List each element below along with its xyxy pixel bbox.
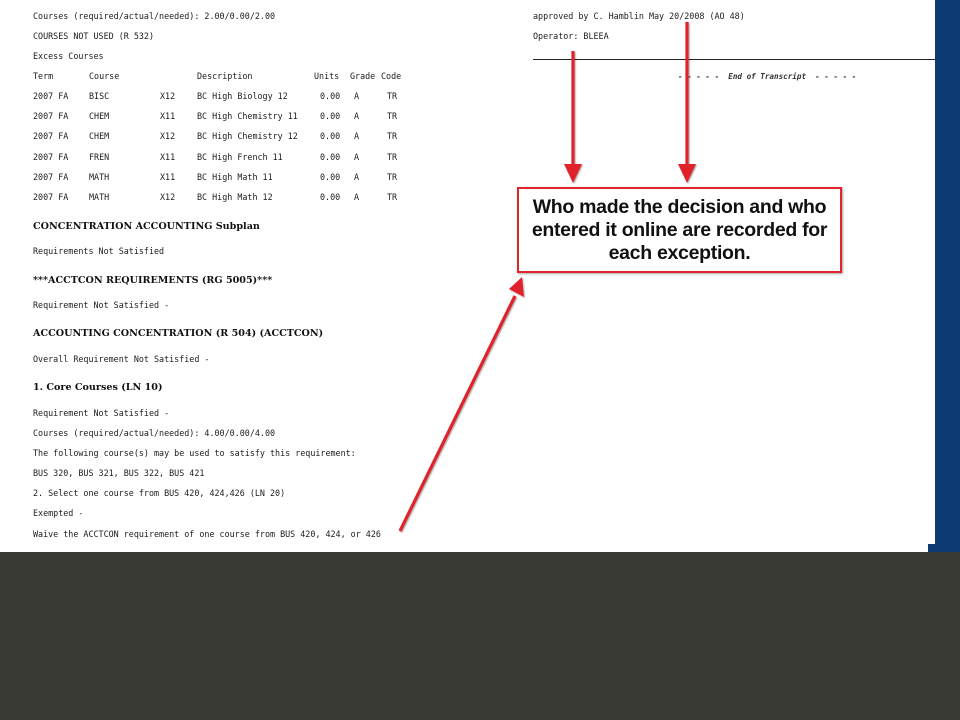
table-cell-units: 0.00 bbox=[320, 91, 341, 101]
courses-not-used-heading: COURSES NOT USED (R 532) bbox=[33, 31, 155, 41]
header-grade: Grade bbox=[350, 71, 376, 81]
table-cell-description: BC High French 11 bbox=[197, 151, 283, 162]
table-cell-code: TR bbox=[387, 131, 398, 142]
table-cell-units: 0.00 bbox=[320, 151, 341, 162]
table-cell-subject: BISC bbox=[89, 91, 110, 101]
header-units: Units bbox=[314, 71, 340, 81]
arrow-to-callout-from-approved-by bbox=[678, 22, 696, 183]
table-cell-number: X11 bbox=[160, 171, 176, 182]
table-cell-grade: A bbox=[354, 151, 360, 162]
table-cell-subject: MATH bbox=[89, 192, 110, 202]
concentration-subplan-heading: CONCENTRATION ACCOUNTING Subplan bbox=[33, 221, 260, 232]
table-cell-grade: A bbox=[354, 192, 360, 202]
table-cell-grade: A bbox=[354, 111, 360, 122]
approved-by-text: approved by C. Hamblin May 20/2008 (AO 48) bbox=[533, 11, 745, 21]
table-cell-subject: CHEM bbox=[89, 131, 110, 142]
requirements-not-satisfied-text: Requirements Not Satisfied bbox=[33, 246, 165, 256]
table-cell-grade: A bbox=[354, 171, 360, 182]
table-cell-units: 0.00 bbox=[320, 171, 341, 182]
waive-requirement-text: Waive the ACCTCON requirement of one course from BUS 420, 424, or 426 bbox=[33, 529, 381, 539]
table-cell-description: BC High Math 12 bbox=[197, 192, 273, 202]
table-cell-code: TR bbox=[387, 91, 398, 101]
header-term: Term bbox=[33, 71, 54, 81]
table-cell-code: TR bbox=[387, 171, 398, 182]
core-courses-heading: 1. Core Courses (LN 10) bbox=[33, 382, 163, 393]
acctcon-requirements-heading: ***ACCTCON REQUIREMENTS (RG 5005)*** bbox=[33, 275, 273, 286]
table-cell-term: 2007 FA bbox=[33, 111, 69, 122]
end-of-transcript-text: - - - - - End of Transcript - - - - - bbox=[678, 72, 857, 81]
following-courses-text: The following course(s) may be used to satisfy this requirement: bbox=[33, 448, 356, 458]
overall-not-satisfied-text: Overall Requirement Not Satisfied - bbox=[33, 354, 210, 364]
table-cell-units: 0.00 bbox=[320, 111, 341, 122]
header-description: Description bbox=[197, 71, 253, 81]
excess-courses-heading: Excess Courses bbox=[33, 51, 104, 61]
operator-text: Operator: BLEEA bbox=[533, 31, 609, 41]
table-cell-subject: FREN bbox=[89, 151, 110, 162]
table-cell-description: BC High Chemistry 12 bbox=[197, 131, 298, 142]
table-cell-term: 2007 FA bbox=[33, 151, 69, 162]
table-cell-code: TR bbox=[387, 192, 398, 202]
table-cell-description: BC High Biology 12 bbox=[197, 91, 288, 101]
table-cell-units: 0.00 bbox=[320, 131, 341, 142]
table-cell-number: X11 bbox=[160, 151, 176, 162]
table-cell-number: X12 bbox=[160, 131, 176, 142]
table-cell-term: 2007 FA bbox=[33, 91, 69, 101]
table-cell-subject: MATH bbox=[89, 171, 110, 182]
table-cell-description: BC High Math 11 bbox=[197, 171, 273, 182]
core-courses-summary-line: Courses (required/actual/needed): 4.00/0.00/4.00 bbox=[33, 428, 276, 438]
table-cell-description: BC High Chemistry 11 bbox=[197, 111, 298, 122]
arrow-from-waive-to-callout bbox=[400, 277, 524, 531]
table-cell-code: TR bbox=[387, 111, 398, 122]
header-code: Code bbox=[381, 71, 402, 81]
table-cell-units: 0.00 bbox=[320, 192, 341, 202]
table-cell-code: TR bbox=[387, 151, 398, 162]
table-cell-number: X12 bbox=[160, 91, 176, 101]
table-cell-grade: A bbox=[354, 131, 360, 142]
table-cell-term: 2007 FA bbox=[33, 171, 69, 182]
table-cell-subject: CHEM bbox=[89, 111, 110, 122]
accounting-concentration-heading: ACCOUNTING CONCENTRATION (R 504) (ACCTCON) bbox=[33, 328, 324, 339]
table-cell-term: 2007 FA bbox=[33, 131, 69, 142]
header-course: Course bbox=[89, 71, 120, 81]
select-one-course-text: 2. Select one course from BUS 420, 424,426 (LN 20) bbox=[33, 488, 286, 498]
callout-text: Who made the decision and who entered it online are recorded for each exception. bbox=[531, 195, 828, 264]
table-cell-number: X12 bbox=[160, 192, 176, 202]
table-cell-grade: A bbox=[354, 91, 360, 101]
courses-summary-line: Courses (required/actual/needed): 2.00/0.00/2.00 bbox=[33, 11, 276, 21]
arrow-to-callout-from-operator bbox=[564, 51, 582, 183]
exempted-text: Exempted - bbox=[33, 508, 84, 518]
requirement-not-satisfied-text-2: Requirement Not Satisfied - bbox=[33, 408, 170, 418]
requirement-not-satisfied-text-1: Requirement Not Satisfied - bbox=[33, 300, 170, 310]
bus-courses-list: BUS 320, BUS 321, BUS 322, BUS 421 bbox=[33, 468, 205, 478]
table-cell-number: X11 bbox=[160, 111, 176, 122]
table-cell-term: 2007 FA bbox=[33, 192, 69, 202]
